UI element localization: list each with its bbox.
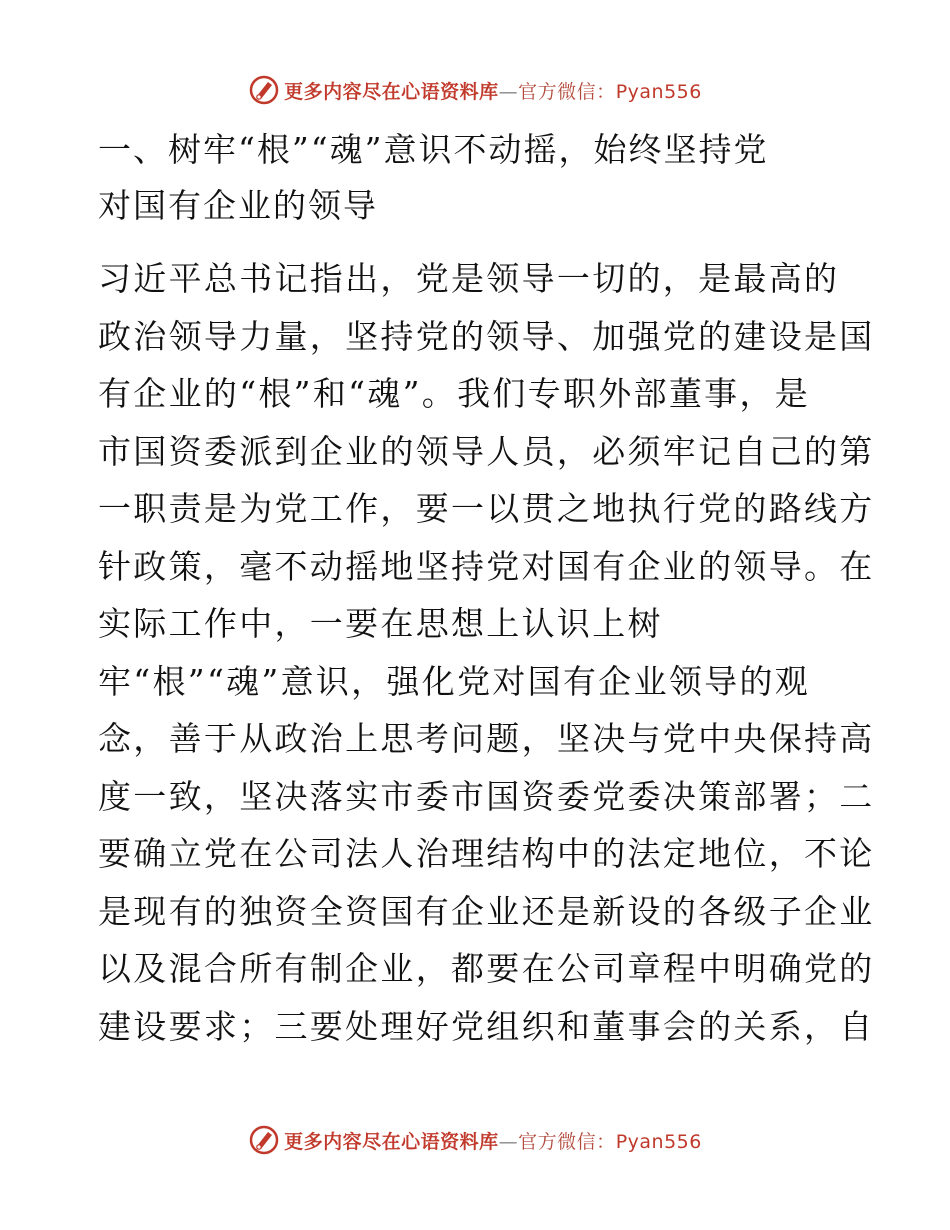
heading-line: 一、树牢“根”“魂”意识不动摇，始终坚持党 [98,130,769,169]
body-paragraph [98,250,875,1055]
body-line: 以及混合所有制企业，都要在公司章程中明确党的 [98,949,875,988]
body-line: 念，善于从政治上思考问题，坚决与党中央保持高 [98,719,875,758]
heading-line: 对国有企业的领导 [98,186,378,225]
header-watermark [0,70,950,110]
watermark-wechat-id: Pyan556 [615,1130,702,1153]
watermark-title: 更多内容尽在心语资料库 [284,1130,499,1153]
watermark-dash: — [498,80,519,103]
body-line: 习近平总书记指出，党是领导一切的，是最高的 [98,259,840,298]
body-line: 要确立党在公司法人治理结构中的法定地位，不论 [98,834,875,873]
watermark-wechat-label: 官方微信： [518,1130,616,1153]
body-line: 政治领导力量，坚持党的领导、加强党的建设是国 [98,316,875,356]
watermark-dash: — [498,1130,519,1153]
body-line: 牢“根”“魂”意识，强化党对国有企业领导的观 [98,661,811,701]
logo-icon [248,1124,280,1156]
body-line: 是现有的独资全资国有企业还是新设的各级子企业 [98,891,875,931]
section-heading [98,122,858,234]
body-line: 针政策，毫不动摇地坚持党对国有企业的领导。在 [98,546,875,586]
logo-icon [248,74,280,106]
watermark-text [284,77,702,104]
body-line: 度一致，坚决落实市委市国资委党委决策部署；二 [98,776,875,816]
watermark-text [284,1127,702,1154]
watermark-wechat-id: Pyan556 [615,80,702,103]
watermark-title: 更多内容尽在心语资料库 [284,80,499,103]
body-line: 有企业的“根”和“魂”。我们专职外部董事，是 [98,374,811,413]
body-line: 实际工作中，一要在思想上认识上树 [98,604,663,643]
body-line: 一职责是为党工作，要一以贯之地执行党的路线方 [98,489,875,528]
watermark-wechat-label: 官方微信： [518,80,616,103]
body-line: 建设要求；三要处理好党组织和董事会的关系，自 [98,1006,875,1046]
footer-watermark [0,1120,950,1160]
body-line: 市国资委派到企业的领导人员，必须牢记自己的第 [98,431,875,471]
